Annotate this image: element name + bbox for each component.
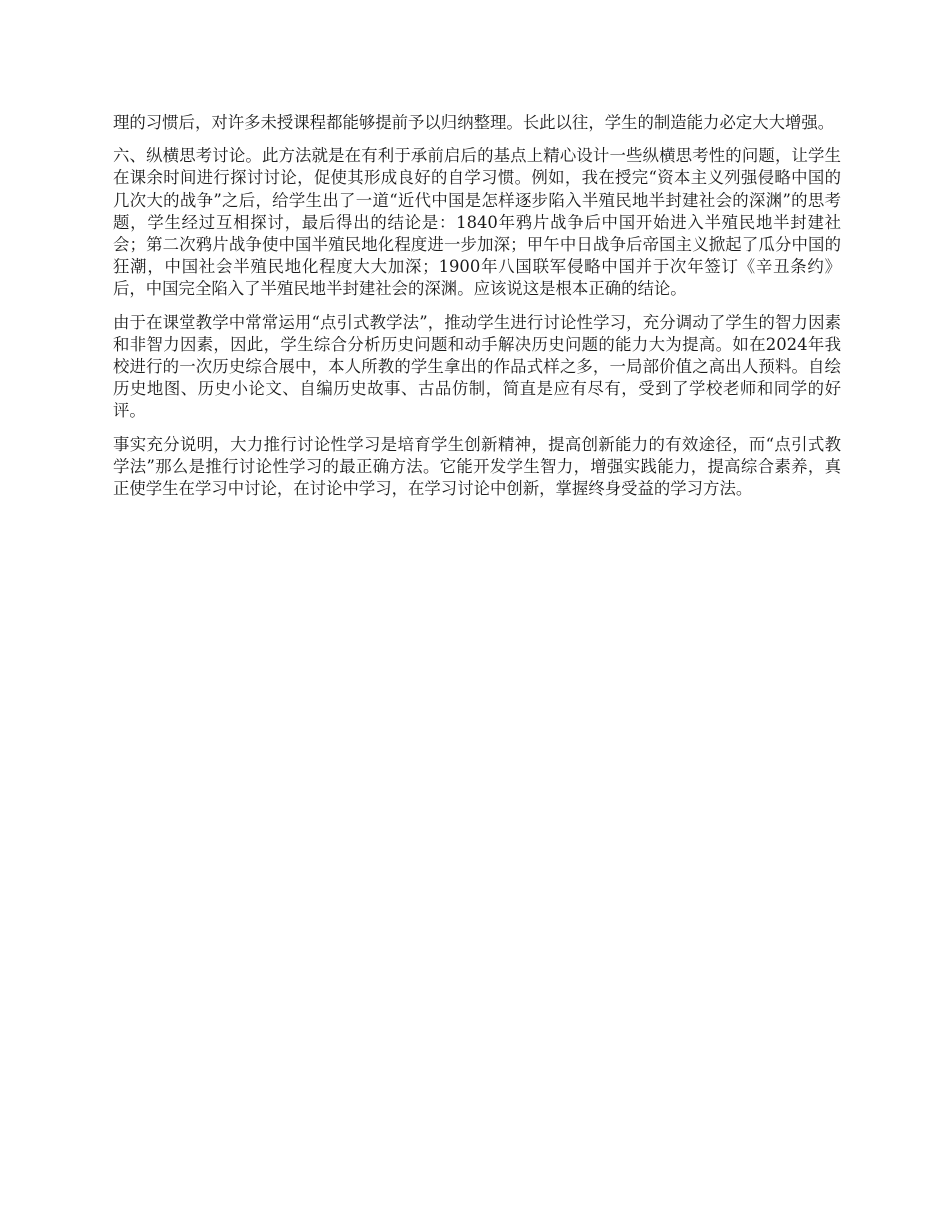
document-body — [113, 112, 841, 511]
paragraph-teaching-results: 由于在课堂教学中常常运用“点引式教学法”，推动学生进行讨论性学习，充分调动了学生的智力因素和非智力因素，因此，学生综合分析历史问题和动手解决历史问题的能力大为提高。如在2024年我校进行的一次历史综合展中，本人所教的学生拿出的作品式样之多，一局部价值之高出人预料。自绘历史地图、历史小论文、自编历史故事、古品仿制，简直是应有尽有，受到了学校老师和同学的好评。 — [113, 312, 841, 421]
paragraph-cross-thinking-discussion: 六、纵横思考讨论。此方法就是在有利于承前启后的基点上精心设计一些纵横思考性的问题，让学生在课余时间进行探讨讨论，促使其形成良好的自学习惯。例如，我在授完“资本主义列强侵略中国的几次大的战争”之后，给学生出了一道“近代中国是怎样逐步陷入半殖民地半封建社会的深渊”的思考题，学生经过互相探讨，最后得出的结论是：1840年鸦片战争后中国开始进入半殖民地半封建社会；第二次鸦片战争使中国半殖民地化程度进一步加深；甲午中日战争后帝国主义掀起了瓜分中国的狂潮，中国社会半殖民地化程度大大加深；1900年八国联军侵略中国并于次年签订《辛丑条约》后，中国完全陷入了半殖民地半封建社会的深渊。应该说这是根本正确的结论。 — [113, 146, 841, 299]
paragraph-habit-continuation: 理的习惯后，对许多未授课程都能够提前予以归纳整理。长此以往，学生的制造能力必定大大增强。 — [113, 113, 835, 132]
paragraph-conclusion: 事实充分说明，大力推行讨论性学习是培育学生创新精神，提高创新能力的有效途径，而“点引式教学法”那么是推行讨论性学习的最正确方法。它能开发学生智力，增强实践能力，提高综合素养，真正使学生在学习中讨论，在讨论中学习，在学习讨论中创新，掌握终身受益的学习方法。 — [113, 434, 841, 499]
